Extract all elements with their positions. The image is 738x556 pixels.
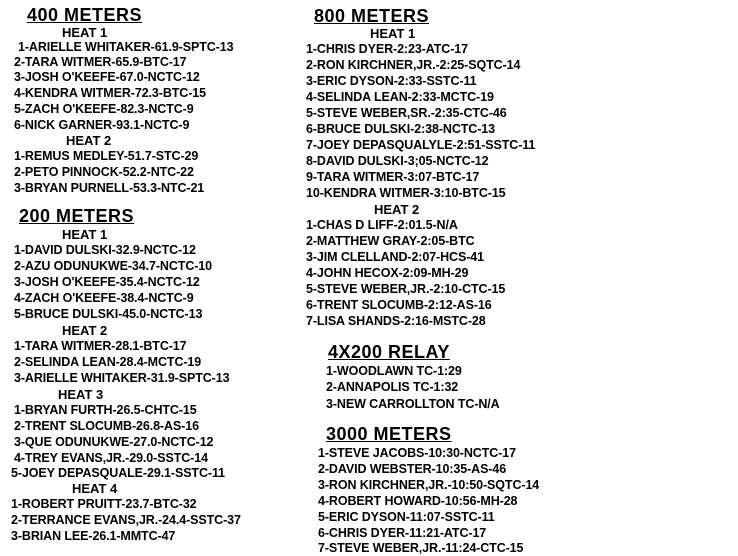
result-line: 5-JOEY DEPASQUALE-29.1-SSTC-11 (11, 466, 225, 480)
result-line: 1-REMUS MEDLEY-51.7-STC-29 (14, 149, 199, 163)
result-line: 5-STEVE WEBER,JR.-2:10-CTC-15 (306, 282, 506, 296)
result-line: 8-DAVID DULSKI-3;05-NCTC-12 (306, 154, 489, 168)
heat-label: HEAT 1 (62, 227, 108, 242)
result-line: 5-ERIC DYSON-11:07-SSTC-11 (318, 510, 495, 524)
result-line: 1-BRYAN FURTH-26.5-CHTC-15 (14, 403, 197, 417)
result-line: 1-DAVID DULSKI-32.9-NCTC-12 (14, 243, 196, 257)
result-line: 5-ZACH O'KEEFE-82.3-NCTC-9 (14, 102, 194, 116)
result-line: 2-RON KIRCHNER,JR.-2:25-SQTC-14 (306, 58, 521, 72)
result-line: 6-BRUCE DULSKI-2:38-NCTC-13 (306, 122, 495, 136)
result-line: 6-TRENT SLOCUMB-2:12-AS-16 (306, 298, 492, 312)
result-line: 3-JIM CLELLAND-2:07-HCS-41 (306, 250, 484, 264)
result-line: 2-MATTHEW GRAY-2:05-BTC (306, 234, 475, 248)
result-line: 3-RON KIRCHNER,JR.-10:50-SQTC-14 (318, 478, 540, 492)
result-line: 4-ROBERT HOWARD-10:56-MH-28 (318, 494, 518, 508)
heat-label: HEAT 3 (58, 387, 104, 402)
event-title: 400 METERS (27, 5, 143, 25)
heat-label: HEAT 2 (374, 202, 420, 217)
heat-label: HEAT 1 (370, 26, 416, 41)
result-line: 4-TREY EVANS,JR.-29.0-SSTC-14 (14, 451, 208, 465)
result-line: 10-KENDRA WITMER-3:10-BTC-15 (306, 186, 506, 200)
result-line: 3-NEW CARROLLTON TC-N/A (326, 397, 500, 411)
heat-label: HEAT 2 (62, 323, 108, 338)
result-line: 4-SELINDA LEAN-2:33-MCTC-19 (306, 90, 494, 104)
result-line: 1-WOODLAWN TC-1:29 (326, 364, 462, 378)
heat-label: HEAT 1 (62, 25, 108, 40)
result-line: 6-NICK GARNER-93.1-NCTC-9 (14, 118, 190, 132)
result-line: 2-AZU ODUNUKWE-34.7-NCTC-10 (14, 259, 213, 273)
result-line: 5-STEVE WEBER,SR.-2:35-CTC-46 (306, 106, 507, 120)
heat-label: HEAT 2 (66, 133, 112, 148)
result-line: 4-JOHN HECOX-2:09-MH-29 (306, 266, 469, 280)
result-line: 3-BRIAN LEE-26.1-MMTC-47 (11, 529, 176, 543)
result-line: 1-CHAS D LIFF-2:01.5-N/A (306, 218, 458, 232)
result-line: 7-LISA SHANDS-2:16-MSTC-28 (306, 314, 486, 328)
result-line: 4-ZACH O'KEEFE-38.4-NCTC-9 (14, 291, 194, 305)
result-line: 7-STEVE WEBER,JR.-11:24-CTC-15 (318, 541, 524, 555)
result-line: 3-JOSH O'KEEFE-35.4-NCTC-12 (14, 275, 200, 289)
result-line: 3-BRYAN PURNELL-53.3-NTC-21 (14, 181, 205, 195)
result-line: 1-CHRIS DYER-2:23-ATC-17 (306, 42, 468, 56)
result-line: 2-SELINDA LEAN-28.4-MCTC-19 (14, 355, 202, 369)
result-line: 7-JOEY DEPASQUALYLE-2:51-SSTC-11 (306, 138, 536, 152)
result-line: 2-PETO PINNOCK-52.2-NTC-22 (14, 165, 194, 179)
result-line: 9-TARA WITMER-3:07-BTC-17 (306, 170, 480, 184)
heat-label: HEAT 4 (72, 481, 118, 496)
event-title: 800 METERS (314, 6, 430, 26)
result-line: 1-ROBERT PRUITT-23.7-BTC-32 (11, 497, 197, 511)
result-line: 3-ARIELLE WHITAKER-31.9-SPTC-13 (14, 371, 230, 385)
result-line: 3-JOSH O'KEEFE-67.0-NCTC-12 (14, 70, 200, 84)
result-line: 1-STEVE JACOBS-10:30-NCTC-17 (318, 446, 516, 460)
event-title: 3000 METERS (326, 424, 452, 444)
result-line: 3-QUE ODUNUKWE-27.0-NCTC-12 (14, 435, 214, 449)
result-line: 1-TARA WITMER-28.1-BTC-17 (14, 339, 187, 353)
result-line: 5-BRUCE DULSKI-45.0-NCTC-13 (14, 307, 203, 321)
result-line: 6-CHRIS DYER-11:21-ATC-17 (318, 526, 487, 540)
result-line: 2-DAVID WEBSTER-10:35-AS-46 (318, 462, 507, 476)
event-title: 200 METERS (19, 206, 135, 226)
event-title: 4X200 RELAY (328, 342, 450, 362)
result-line: 2-ANNAPOLIS TC-1:32 (326, 380, 459, 394)
result-line: 3-ERIC DYSON-2:33-SSTC-11 (306, 74, 477, 88)
result-line: 4-KENDRA WITMER-72.3-BTC-15 (14, 86, 206, 100)
result-line: 1-ARIELLE WHITAKER-61.9-SPTC-13 (18, 40, 234, 54)
result-line: 2-TRENT SLOCUMB-26.8-AS-16 (14, 419, 199, 433)
result-line: 2-TARA WITMER-65.9-BTC-17 (14, 55, 187, 69)
result-line: 2-TERRANCE EVANS,JR.-24.4-SSTC-37 (11, 513, 241, 527)
